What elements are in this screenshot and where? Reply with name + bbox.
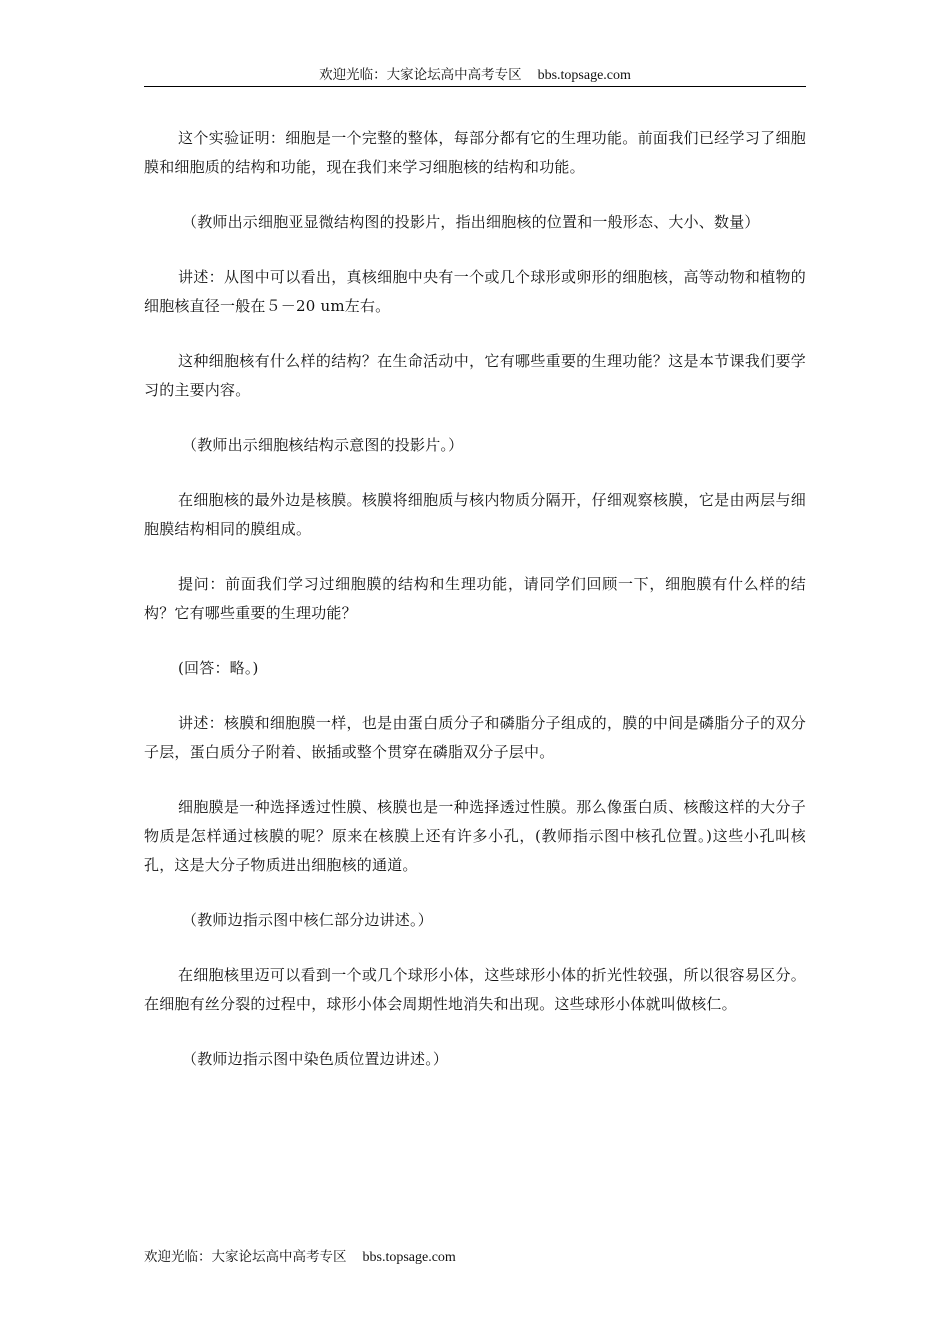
header-welcome-text: 欢迎光临：大家论坛高中高考专区 <box>319 67 522 83</box>
paragraph-teacher-note-chromatin: （教师边指示图中染色质位置边讲述。） <box>182 1050 449 1068</box>
footer-site-link[interactable]: bbs.topsage.com <box>362 1250 456 1265</box>
paragraph-answer: (回答：略。) <box>178 659 259 677</box>
paragraph-question-review: 提问：前面我们学习过细胞膜的结构和生理功能，请同学们回顾一下，细胞膜有什么样的结构？它有哪些重要的生理功能？ <box>144 575 806 622</box>
paragraph-nuclear-pore: 细胞膜是一种选择透过性膜、核膜也是一种选择透过性膜。那么像蛋白质、核酸这样的大分子物质是怎样通过核膜的呢？原来在核膜上还有许多小孔，(教师指示图中核孔位置。)这些小孔叫核孔，这是大分子物质进出细胞核的通道。 <box>144 798 806 874</box>
paragraph-conclusion: 这个实验证明：细胞是一个完整的整体，每部分都有它的生理功能。前面我们已经学习了细胞膜和细胞质的结构和功能，现在我们来学习细胞核的结构和功能。 <box>144 129 806 176</box>
page-footer <box>144 1248 456 1267</box>
header-site-link[interactable]: bbs.topsage.com <box>537 68 631 83</box>
paragraph-teacher-note-diagram: （教师出示细胞核结构示意图的投影片。） <box>182 436 464 454</box>
paragraph-lesson-question: 这种细胞核有什么样的结构？在生命活动中，它有哪些重要的生理功能？这是本节课我们要学习的主要内容。 <box>144 352 806 399</box>
paragraph-explanation-size: 讲述：从图中可以看出，真核细胞中央有一个或几个球形或卵形的细胞核，高等动物和植物的细胞核直径一般在５－20 um左右。 <box>144 268 806 315</box>
paragraph-nuclear-envelope: 在细胞核的最外边是核膜。核膜将细胞质与核内物质分隔开，仔细观察核膜，它是由两层与细胞膜结构相同的膜组成。 <box>144 491 806 538</box>
paragraph-teacher-note-nucleolus: （教师边指示图中核仁部分边讲述。） <box>182 911 433 929</box>
document-body <box>144 124 806 1100</box>
paragraph-nucleolus: 在细胞核里迈可以看到一个或几个球形小体，这些球形小体的折光性较强，所以很容易区分。在细胞有丝分裂的过程中，球形小体会周期性地消失和出现。这些球形小体就叫做核仁。 <box>144 966 806 1013</box>
paragraph-teacher-note-slide: （教师出示细胞亚显微结构图的投影片，指出细胞核的位置和一般形态、大小、数量） <box>182 213 760 231</box>
page-header <box>144 66 806 87</box>
paragraph-membrane-structure: 讲述：核膜和细胞膜一样，也是由蛋白质分子和磷脂分子组成的，膜的中间是磷脂分子的双分子层，蛋白质分子附着、嵌插或整个贯穿在磷脂双分子层中。 <box>144 714 806 761</box>
footer-welcome-text: 欢迎光临：大家论坛高中高考专区 <box>144 1249 347 1265</box>
